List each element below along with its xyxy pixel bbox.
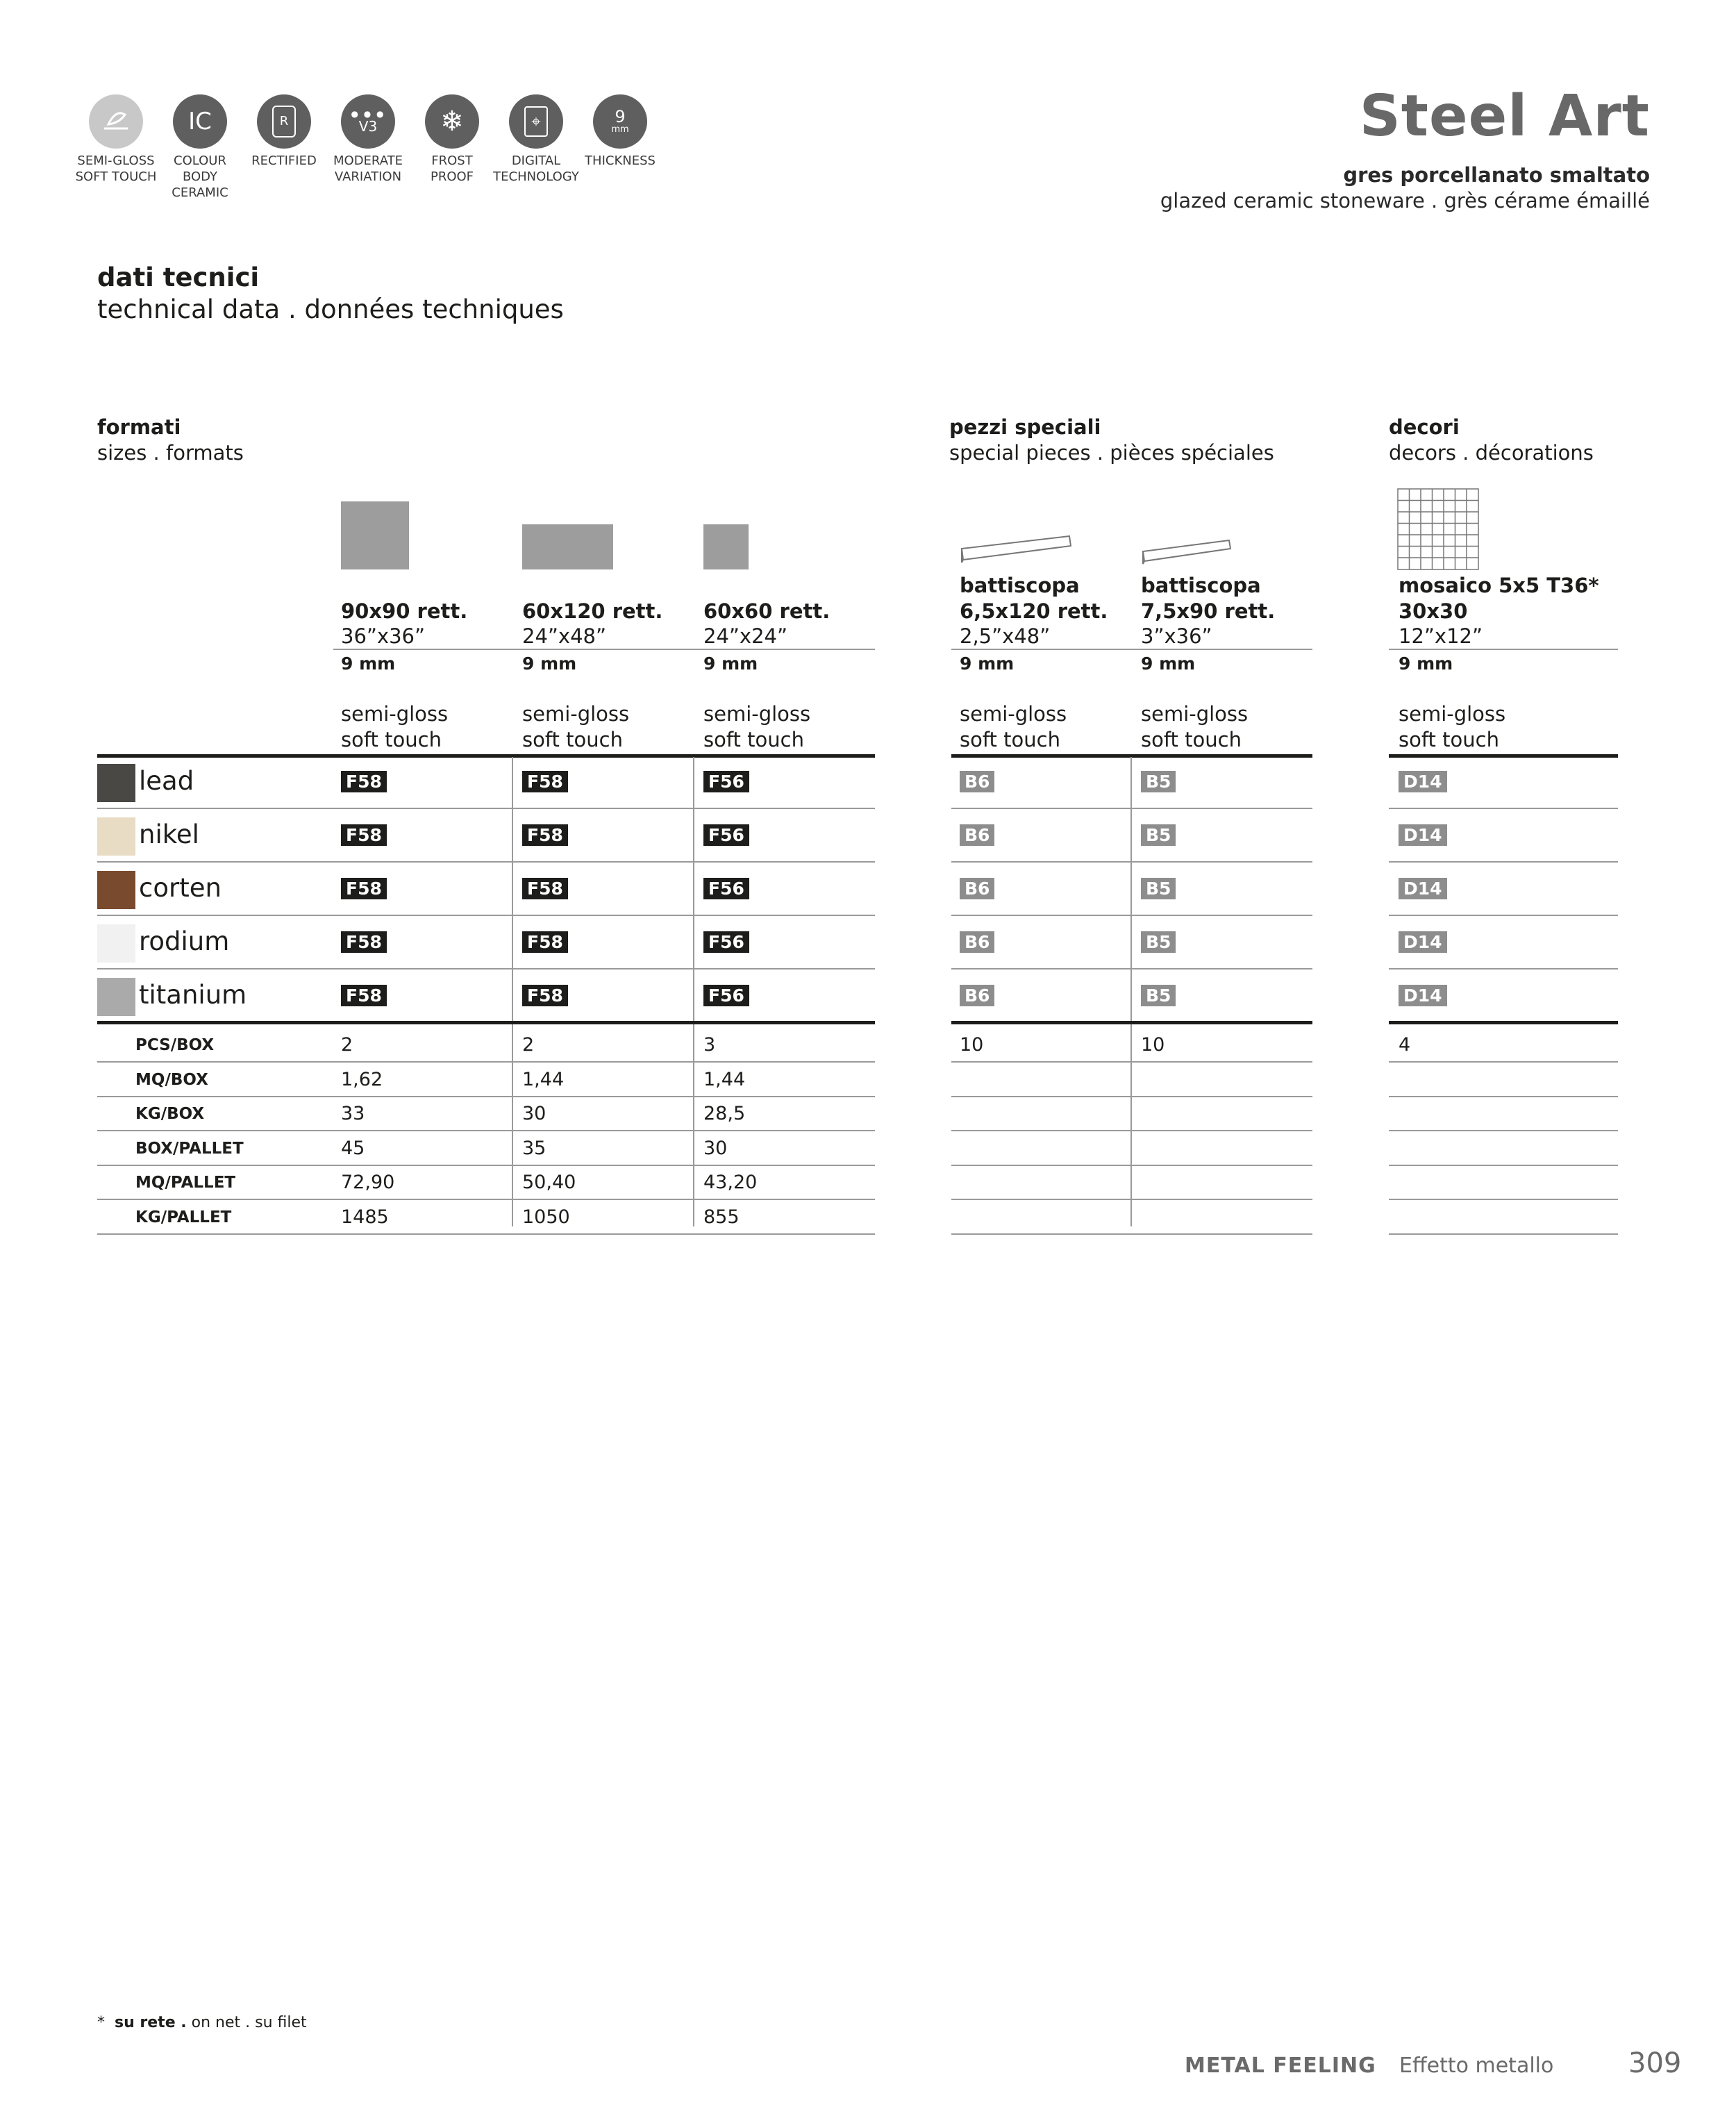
semi-gloss-feature: SEMI-GLOSS SOFT TOUCH — [73, 94, 159, 185]
code-badge: B6 — [960, 824, 994, 846]
variation-icon: ● ● ● V3 — [341, 94, 395, 149]
divider — [97, 1130, 875, 1131]
divider — [951, 1233, 1312, 1235]
code-badge: F58 — [522, 878, 568, 899]
column-header-60x60: 60x60 rett. 24”x24” — [703, 599, 831, 648]
table-rule — [951, 1021, 1312, 1024]
code-badge: F58 — [522, 985, 568, 1006]
packaging-value: 10 — [1141, 1034, 1165, 1056]
packaging-value: 45 — [341, 1137, 365, 1159]
packaging-value: 30 — [522, 1103, 546, 1124]
column-separator — [1130, 757, 1132, 1226]
divider — [1389, 1165, 1618, 1166]
swatch-nikel — [97, 817, 135, 856]
code-badge: B5 — [1141, 931, 1176, 953]
divider — [1389, 808, 1618, 809]
code-badge: F58 — [522, 824, 568, 846]
divider — [951, 1165, 1312, 1166]
variation-feature: ● ● ● V3 MODERATE VARIATION — [325, 94, 411, 185]
color-name: nikel — [139, 819, 199, 849]
column-separator — [693, 757, 694, 1226]
page-number: 309 — [1628, 2047, 1682, 2079]
code-badge: B5 — [1141, 878, 1176, 899]
divider — [951, 1199, 1312, 1200]
code-badge: B5 — [1141, 824, 1176, 846]
divider — [97, 1233, 875, 1235]
packaging-label: KG/BOX — [135, 1105, 205, 1123]
code-badge: F56 — [703, 824, 749, 846]
packaging-value: 4 — [1399, 1034, 1411, 1056]
divider — [951, 808, 1312, 809]
column-header-mosaic: mosaico 5x5 T36* 30x30 12”x12” — [1399, 574, 1599, 648]
swatch-lead — [97, 764, 135, 802]
table-rule — [1389, 754, 1618, 758]
divider — [951, 1096, 1312, 1097]
code-badge: F58 — [341, 771, 387, 792]
packaging-value: 1485 — [341, 1206, 389, 1228]
frost-feature: ❄ FROST PROOF — [409, 94, 495, 185]
code-badge: D14 — [1399, 824, 1447, 846]
feature-icons — [73, 94, 698, 206]
code-badge: F58 — [522, 931, 568, 953]
color-name: corten — [139, 873, 222, 903]
frost-icon: ❄ — [425, 94, 479, 149]
column-header-skirting-90: battiscopa 7,5x90 rett. 3”x36” — [1141, 574, 1276, 648]
divider — [97, 808, 875, 809]
divider — [1389, 861, 1618, 863]
divider — [97, 968, 875, 969]
divider — [1389, 968, 1618, 969]
packaging-label: PCS/BOX — [135, 1036, 215, 1054]
divider — [1389, 1233, 1618, 1235]
format-90x90-shape — [341, 501, 409, 569]
skirting-120-shape — [958, 528, 1076, 571]
code-badge: F56 — [703, 985, 749, 1006]
effect-name: Effetto metallo — [1399, 2054, 1554, 2078]
divider — [1389, 649, 1618, 650]
swatch-rodium — [97, 924, 135, 963]
special-subheading: special pieces . pièces spéciales — [949, 441, 1274, 465]
finish-text: semi-gloss soft touch — [522, 702, 630, 751]
packaging-value: 2 — [341, 1034, 353, 1056]
column-header-90x90: 90x90 rett. 36”x36” — [341, 599, 468, 648]
code-badge: B6 — [960, 771, 994, 792]
color-name: rodium — [139, 926, 230, 956]
packaging-value: 72,90 — [341, 1172, 395, 1193]
divider — [1389, 1061, 1618, 1063]
table-rule — [97, 754, 875, 758]
divider — [951, 649, 1312, 650]
divider — [97, 915, 875, 916]
finish-text: semi-gloss soft touch — [1399, 702, 1506, 751]
footnote: * su rete . on net . su filet — [97, 2014, 307, 2031]
divider — [951, 915, 1312, 916]
code-badge: B6 — [960, 985, 994, 1006]
divider — [1389, 1130, 1618, 1131]
code-badge: D14 — [1399, 985, 1447, 1006]
colour-body-feature: IC COLOUR BODY CERAMIC — [157, 94, 243, 201]
divider — [951, 1130, 1312, 1131]
packaging-value: 30 — [703, 1137, 728, 1159]
thickness-feature: 9 mm THICKNESS — [577, 94, 663, 169]
divider — [97, 1165, 875, 1166]
divider — [97, 1061, 875, 1063]
code-badge: F56 — [703, 878, 749, 899]
color-name: lead — [139, 766, 194, 796]
packaging-value: 33 — [341, 1103, 365, 1124]
mosaic-grid-shape — [1397, 488, 1479, 570]
packaging-value: 1,62 — [341, 1068, 383, 1090]
packaging-value: 1,44 — [522, 1068, 565, 1090]
collection-name: METAL FEELING — [1185, 2054, 1376, 2078]
thickness-value: 9 mm — [341, 654, 396, 674]
divider — [1389, 915, 1618, 916]
table-rule — [97, 1021, 875, 1024]
column-header-60x120: 60x120 rett. 24”x48” — [522, 599, 663, 648]
technical-subheading: technical data . données techniques — [97, 294, 564, 324]
material-it: gres porcellanato smaltato — [1343, 163, 1650, 187]
colour-body-icon: IC — [173, 94, 227, 149]
product-title: Steel Art — [1359, 83, 1650, 149]
divider — [1389, 1096, 1618, 1097]
divider — [97, 1096, 875, 1097]
divider — [97, 861, 875, 863]
code-badge: B6 — [960, 931, 994, 953]
packaging-label: MQ/BOX — [135, 1070, 208, 1089]
table-rule — [951, 754, 1312, 758]
special-heading: pezzi speciali — [949, 415, 1101, 439]
packaging-value: 1050 — [522, 1206, 570, 1228]
divider — [951, 968, 1312, 969]
digital-icon: ⌖ — [509, 94, 563, 149]
color-name: titanium — [139, 980, 247, 1010]
material-en-fr: glazed ceramic stoneware . grès cérame émaillé — [1160, 189, 1650, 213]
packaging-value: 2 — [522, 1034, 535, 1056]
finish-text: semi-gloss soft touch — [1141, 702, 1249, 751]
thickness-value: 9 mm — [1141, 654, 1196, 674]
packaging-value: 3 — [703, 1034, 716, 1056]
format-60x60-shape — [703, 524, 749, 569]
skirting-90-shape — [1140, 536, 1237, 572]
packaging-value: 35 — [522, 1137, 546, 1159]
digital-feature: ⌖ DIGITAL TECHNOLOGY — [493, 94, 579, 185]
code-badge: F58 — [522, 771, 568, 792]
thickness-icon: 9 mm — [593, 94, 647, 149]
packaging-value: 28,5 — [703, 1103, 746, 1124]
semi-gloss-icon — [89, 94, 143, 149]
packaging-value: 855 — [703, 1206, 740, 1228]
code-badge: D14 — [1399, 771, 1447, 792]
code-badge: F56 — [703, 931, 749, 953]
rectified-feature: R RECTIFIED — [241, 94, 327, 169]
sizes-heading: formati — [97, 415, 181, 439]
thickness-value: 9 mm — [522, 654, 577, 674]
swatch-titanium — [97, 978, 135, 1016]
finish-text: semi-gloss soft touch — [341, 702, 449, 751]
sizes-subheading: sizes . formats — [97, 441, 244, 465]
code-badge: B5 — [1141, 771, 1176, 792]
swatch-corten — [97, 871, 135, 909]
code-badge: D14 — [1399, 878, 1447, 899]
divider — [97, 1199, 875, 1200]
finish-text: semi-gloss soft touch — [703, 702, 811, 751]
packaging-value: 1,44 — [703, 1068, 746, 1090]
column-header-skirting-120: battiscopa 6,5x120 rett. 2,5”x48” — [960, 574, 1108, 648]
code-badge: F58 — [341, 824, 387, 846]
code-badge: F58 — [341, 985, 387, 1006]
divider — [333, 649, 875, 650]
rectified-icon: R — [257, 94, 311, 149]
code-badge: D14 — [1399, 931, 1447, 953]
code-badge: F58 — [341, 878, 387, 899]
column-separator — [512, 757, 513, 1226]
format-60x120-shape — [522, 524, 613, 569]
code-badge: F58 — [341, 931, 387, 953]
finish-text: semi-gloss soft touch — [960, 702, 1067, 751]
packaging-value: 43,20 — [703, 1172, 758, 1193]
packaging-value: 50,40 — [522, 1172, 576, 1193]
packaging-label: MQ/PALLET — [135, 1174, 236, 1192]
thickness-value: 9 mm — [1399, 654, 1453, 674]
divider — [951, 861, 1312, 863]
code-badge: F56 — [703, 771, 749, 792]
divider — [951, 1061, 1312, 1063]
table-rule — [1389, 1021, 1618, 1024]
thickness-value: 9 mm — [960, 654, 1015, 674]
code-badge: B5 — [1141, 985, 1176, 1006]
thickness-value: 9 mm — [703, 654, 758, 674]
decors-subheading: decors . décorations — [1389, 441, 1594, 465]
packaging-label: KG/PALLET — [135, 1208, 232, 1226]
divider — [1389, 1199, 1618, 1200]
decors-heading: decori — [1389, 415, 1460, 439]
technical-heading: dati tecnici — [97, 263, 260, 292]
packaging-value: 10 — [960, 1034, 984, 1056]
packaging-label: BOX/PALLET — [135, 1139, 244, 1158]
code-badge: B6 — [960, 878, 994, 899]
